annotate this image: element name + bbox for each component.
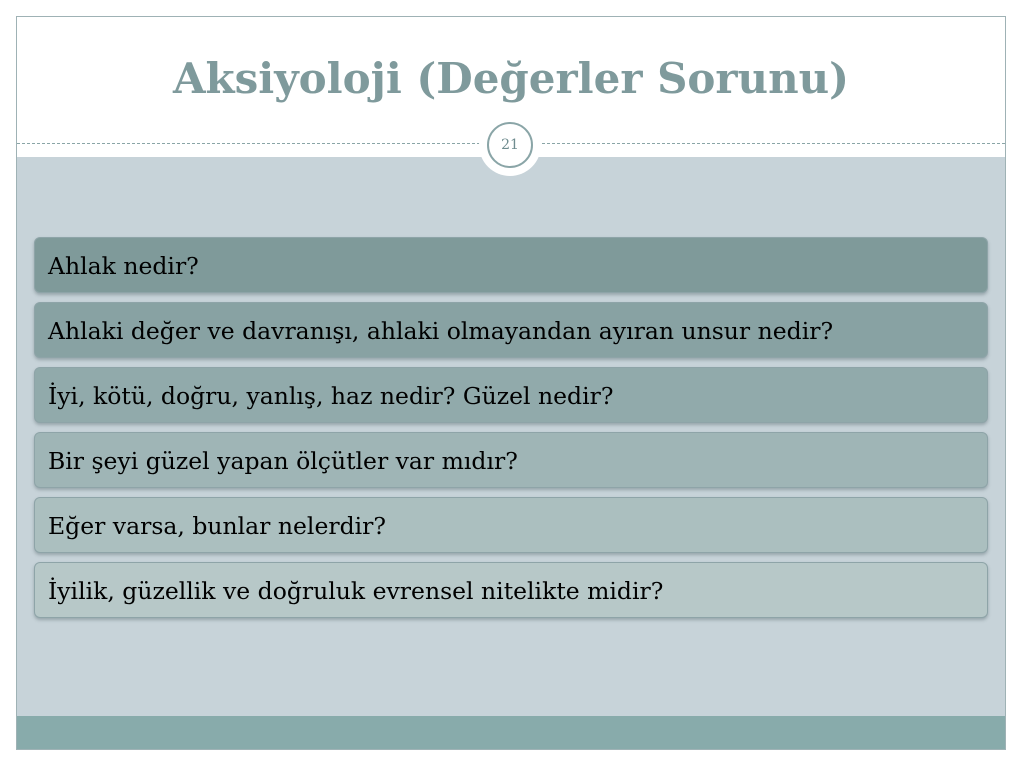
question-text: İyi, kötü, doğru, yanlış, haz nedir? Güzel nedir? xyxy=(48,382,614,410)
footer-band xyxy=(17,716,1005,750)
question-item xyxy=(34,367,988,423)
question-item xyxy=(34,497,988,553)
question-text: Ahlak nedir? xyxy=(48,252,199,280)
question-text: Eğer varsa, bunlar nelerdir? xyxy=(48,512,386,540)
question-item xyxy=(34,432,988,488)
page-number: 21 xyxy=(487,122,533,168)
question-item xyxy=(34,562,988,618)
slide xyxy=(16,16,1006,750)
question-text: İyilik, güzellik ve doğruluk evrensel nitelikte midir? xyxy=(48,577,664,605)
question-item xyxy=(34,302,988,358)
question-list xyxy=(34,237,988,627)
question-text: Bir şeyi güzel yapan ölçütler var mıdır? xyxy=(48,447,518,475)
page-number-badge xyxy=(479,114,541,176)
question-text: Ahlaki değer ve davranışı, ahlaki olmayandan ayıran unsur nedir? xyxy=(48,317,834,345)
slide-title: Aksiyoloji (Değerler Sorunu) xyxy=(172,54,850,103)
question-item xyxy=(34,237,988,293)
